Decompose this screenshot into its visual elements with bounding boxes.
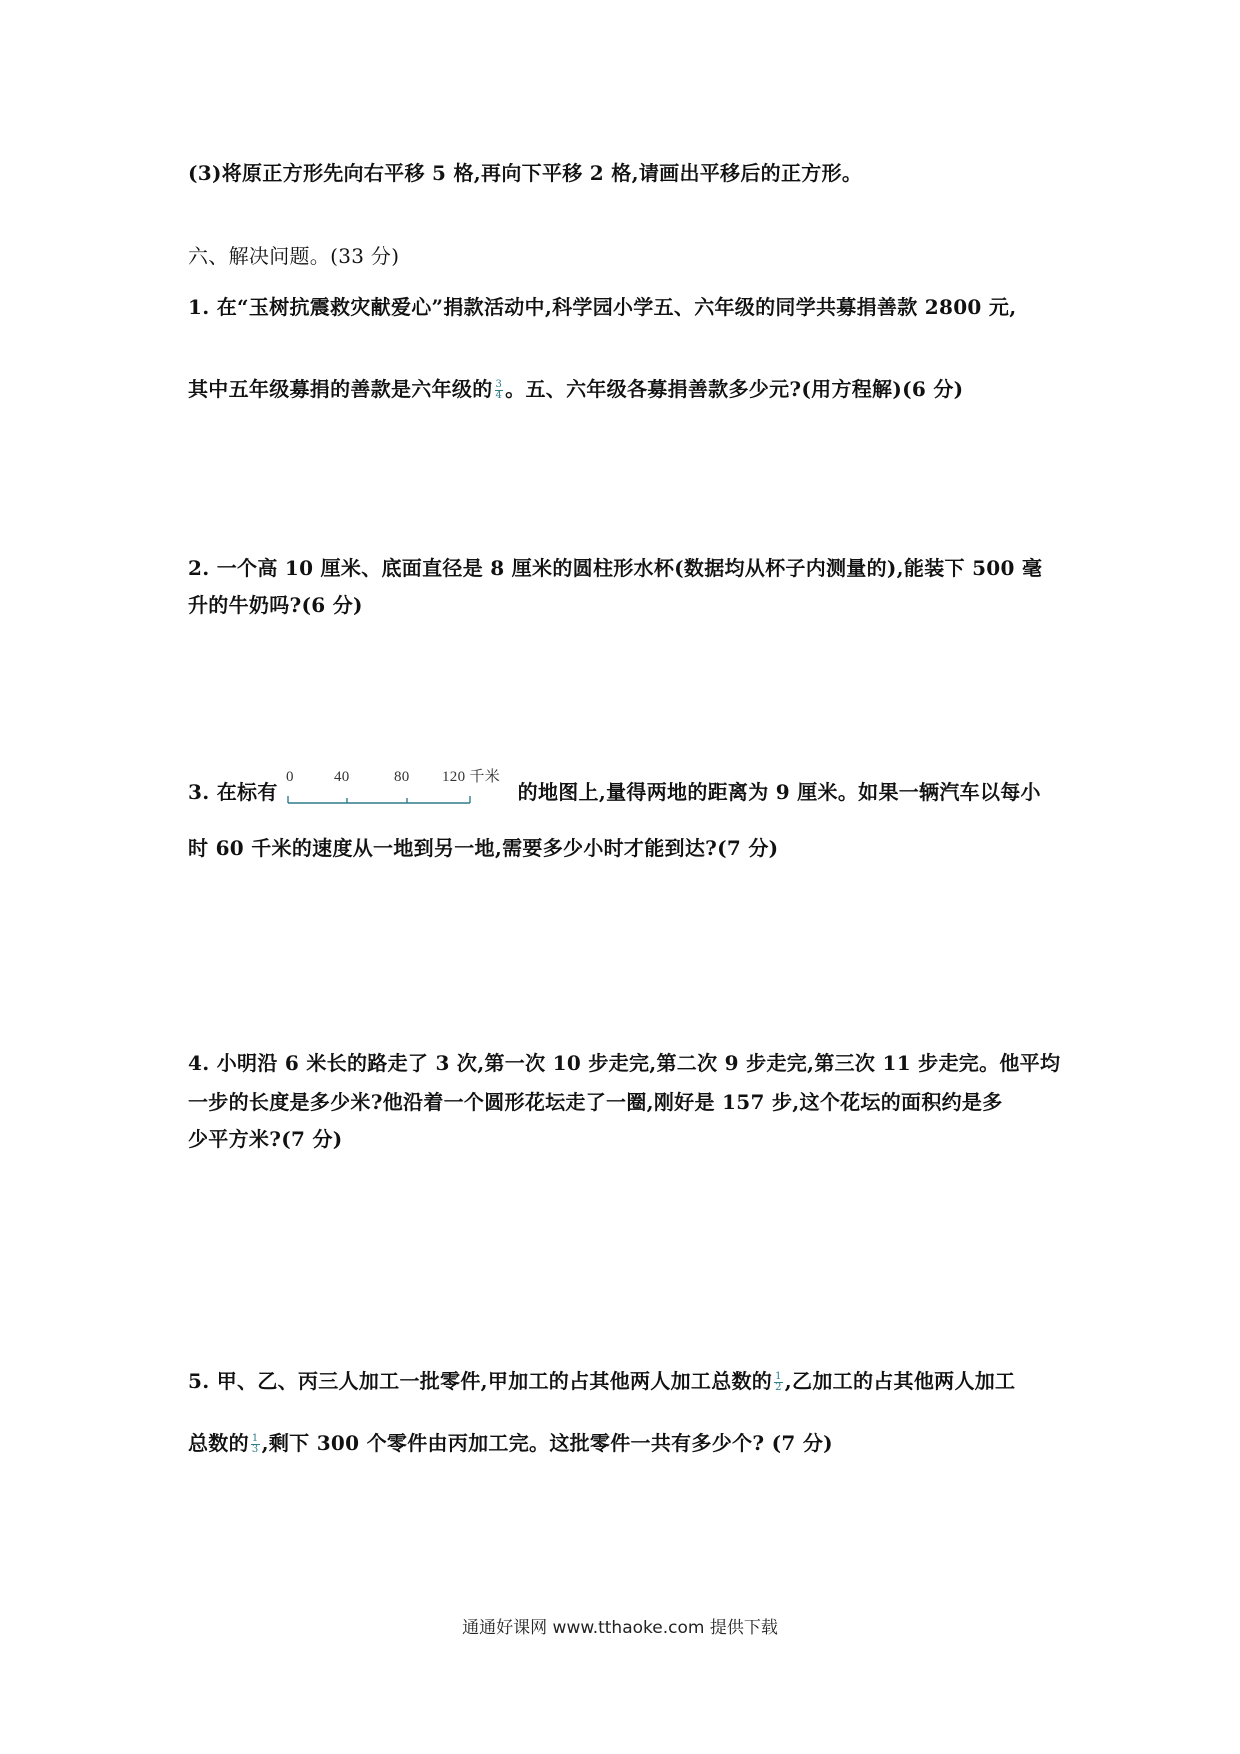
problem-5-text-d: ,剩下 300 个零件由丙加工完。这批零件一共有多少个? (7 分)	[261, 1431, 833, 1455]
problem-1-text-a: 其中五年级募捐的善款是六年级的	[188, 377, 493, 401]
scale-label-80: 80	[393, 768, 410, 785]
scale-label-0: 0	[285, 768, 294, 785]
problem-5-text-b: ,乙加工的占其他两人加工	[784, 1369, 1016, 1393]
fraction-one-third	[251, 1434, 260, 1455]
problem-5-text-c: 总数的	[188, 1431, 249, 1455]
fraction-numerator: 1	[775, 1371, 782, 1382]
problem-5-line-1	[188, 1366, 1015, 1396]
problem-1-text-b: 。五、六年级各募捐善款多少元?(用方程解)(6 分)	[505, 377, 964, 401]
fraction-numerator: 3	[495, 379, 503, 390]
scale-label-120-km: 120 千米	[441, 768, 500, 785]
problem-4-line-2: 一步的长度是多少米?他沿着一个圆形花坛走了一圈,刚好是 157 步,这个花坛的面积约是多	[188, 1090, 1003, 1114]
footer-download-credit: 通通好课网 www.tthaoke.com 提供下载	[462, 1618, 778, 1638]
problem-1-line-2	[188, 374, 963, 404]
problem-1-line-1: 1. 在“玉树抗震救灾献爱心”捐款活动中,科学园小学五、六年级的同学共募捐善款 2800 元,	[188, 295, 1017, 319]
problem-2-line-2: 升的牛奶吗?(6 分)	[188, 593, 363, 617]
fraction-numerator: 1	[251, 1433, 259, 1444]
problem-5-line-2	[188, 1428, 833, 1458]
map-scale-bar	[282, 768, 512, 809]
section-six-heading: 六、解决问题。(33 分)	[188, 244, 400, 268]
problem-2-line-1: 2. 一个高 10 厘米、底面直径是 8 厘米的圆柱形水杯(数据均从杯子内测量的),能装下 500 毫	[188, 556, 1043, 580]
fraction-one-half	[774, 1372, 783, 1393]
fraction-three-quarters	[495, 380, 504, 401]
problem-4-line-3: 少平方米?(7 分)	[188, 1127, 343, 1151]
scale-label-40: 40	[333, 768, 350, 785]
problem-3-line-2: 时 60 千米的速度从一地到另一地,需要多少小时才能到达?(7 分)	[188, 836, 779, 860]
fraction-denominator: 4	[495, 390, 503, 401]
question-3-translate-square: (3)将原正方形先向右平移 5 格,再向下平移 2 格,请画出平移后的正方形。	[188, 161, 863, 185]
scale-bar-graphic	[282, 765, 512, 811]
problem-4-line-1: 4. 小明沿 6 米长的路走了 3 次,第一次 10 步走完,第二次 9 步走完,第三次 11 步走完。他平均	[188, 1051, 1061, 1075]
problem-5-text-a: 5. 甲、乙、丙三人加工一批零件,甲加工的占其他两人加工总数的	[188, 1369, 773, 1393]
problem-3-text-b: 的地图上,量得两地的距离为 9 厘米。如果一辆汽车以每小	[517, 780, 1041, 804]
fraction-denominator: 3	[251, 1444, 259, 1455]
problem-3-text-a: 3. 在标有	[188, 780, 278, 804]
fraction-denominator: 2	[775, 1382, 782, 1393]
problem-3-line-1	[188, 768, 1041, 809]
